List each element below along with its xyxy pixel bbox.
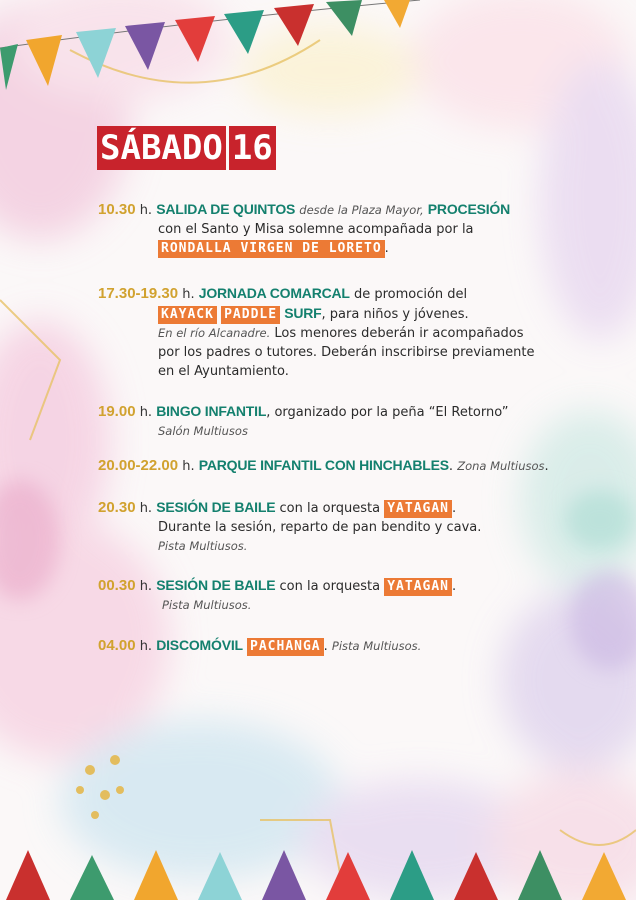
event-place: Pista Multiusos. xyxy=(162,598,252,612)
end-period: . xyxy=(384,241,389,256)
end-period: . xyxy=(452,501,457,516)
event-title-surf: SURF xyxy=(284,305,322,321)
tag-paddle: PADDLE xyxy=(221,306,280,324)
event-salida-quintos xyxy=(98,200,510,258)
event-description-5: en el Ayuntamiento. xyxy=(158,364,289,379)
event-time: 04.00 xyxy=(98,637,136,654)
event-description: de promoción del xyxy=(353,287,468,302)
title-date: 16 xyxy=(229,126,276,170)
event-description: , organizado por la peña “El Retorno” xyxy=(266,405,509,420)
event-place: desde la Plaza Mayor, xyxy=(299,203,424,217)
end-period: . xyxy=(544,459,549,474)
event-hour-suffix: h. xyxy=(182,287,195,302)
event-place: Pista Multiusos. xyxy=(158,539,248,553)
event-title-secondary: PROCESIÓN xyxy=(427,201,511,217)
event-time: 19.00 xyxy=(98,403,136,420)
event-hour-suffix: h. xyxy=(139,501,153,516)
event-period: . xyxy=(448,459,454,474)
band-highlight: PACHANGA xyxy=(247,638,324,656)
end-period: . xyxy=(323,639,328,654)
event-description: con la orquesta xyxy=(279,501,381,516)
event-parque-infantil xyxy=(98,456,549,476)
event-place: Pista Multiusos. xyxy=(331,639,422,653)
event-hour-suffix: h. xyxy=(182,459,195,474)
event-sesion-baile-2 xyxy=(98,576,456,615)
event-jornada-comarcal xyxy=(98,284,535,381)
event-description-2: , para niños y jóvenes. xyxy=(321,307,469,322)
band-highlight: RONDALLA VIRGEN DE LORETO xyxy=(158,240,385,258)
event-hour-suffix: h. xyxy=(139,203,153,218)
event-place: Zona Multiusos xyxy=(457,459,545,473)
event-title: SESIÓN DE BAILE xyxy=(156,499,276,515)
event-title: JORNADA COMARCAL xyxy=(198,285,350,301)
event-description-4: por los padres o tutores. Deberán inscribirse previamente xyxy=(158,345,535,360)
event-time: 20.30 xyxy=(98,499,136,516)
event-time: 10.30 xyxy=(98,201,136,218)
tag-kayack: KAYACK xyxy=(158,306,217,324)
event-title: SESIÓN DE BAILE xyxy=(156,577,276,593)
event-hour-suffix: h. xyxy=(139,579,153,594)
event-bingo-infantil xyxy=(98,402,508,441)
event-sesion-baile-1 xyxy=(98,498,481,556)
event-time: 20.00-22.00 xyxy=(98,457,179,474)
event-hour-suffix: h. xyxy=(139,405,153,420)
event-title: SALIDA DE QUINTOS xyxy=(156,201,296,217)
event-description-2: Durante la sesión, reparto de pan bendito y cava. xyxy=(158,520,482,535)
event-title: PARQUE INFANTIL CON HINCHABLES xyxy=(198,457,449,473)
page-title xyxy=(97,126,276,170)
event-title: DISCOMÓVIL xyxy=(156,637,243,653)
band-highlight: YATAGAN xyxy=(384,500,452,518)
event-title: BINGO INFANTIL xyxy=(156,403,267,419)
band-highlight: YATAGAN xyxy=(384,578,452,596)
title-day: SÁBADO xyxy=(97,126,226,170)
event-description: con el Santo y Misa solemne acompañada por la xyxy=(158,222,474,237)
event-hour-suffix: h. xyxy=(139,639,153,654)
event-description-3: Los menores deberán ir acompañados xyxy=(274,326,524,341)
event-time: 17.30-19.30 xyxy=(98,285,179,302)
event-discomovil xyxy=(98,636,421,656)
event-description: con la orquesta xyxy=(279,579,381,594)
event-place: En el río Alcanadre. xyxy=(158,326,271,340)
event-place: Salón Multiusos xyxy=(158,424,248,438)
end-period: . xyxy=(452,579,457,594)
event-time: 00.30 xyxy=(98,577,136,594)
